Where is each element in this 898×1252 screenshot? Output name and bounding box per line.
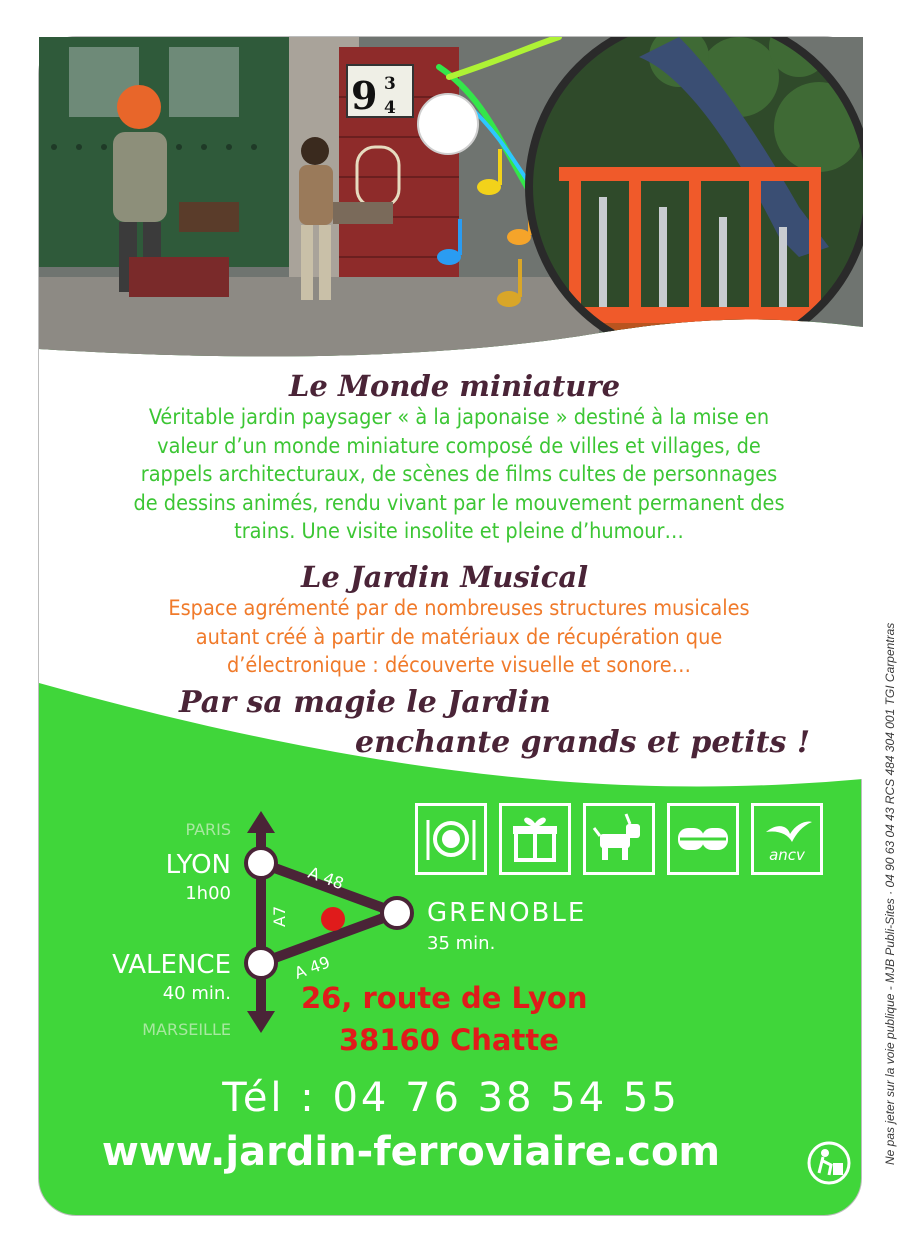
platform-sign: 9 bbox=[351, 73, 378, 118]
section-title-musical: Le Jardin Musical bbox=[301, 560, 589, 594]
map-lyon-time: 1h00 bbox=[185, 883, 231, 904]
phone-number[interactable]: Tél : 04 76 38 54 55 bbox=[222, 1075, 680, 1121]
map-valence-time: 40 min. bbox=[162, 983, 231, 1004]
ancv-icon bbox=[751, 803, 823, 875]
photo-collage bbox=[39, 37, 863, 367]
section-title-monde: Le Monde miniature bbox=[289, 369, 621, 403]
slogan-line-1: Par sa magie le Jardin bbox=[179, 685, 551, 720]
hang-hole bbox=[417, 93, 479, 155]
musical-description bbox=[79, 595, 839, 681]
monde-line: rappels architecturaux, de scènes de films cultes de personnages bbox=[140, 462, 778, 487]
recycle-bin-icon bbox=[805, 1139, 853, 1187]
musical-line: Espace agrémenté par de nombreuses structures musicales bbox=[168, 596, 750, 621]
platform-sign-num: 3 bbox=[384, 74, 396, 94]
restaurant-icon bbox=[415, 803, 487, 875]
monde-line: trains. Une visite insolite et pleine d’humour… bbox=[234, 519, 684, 544]
dogs-allowed-icon bbox=[583, 803, 655, 875]
map-valence: VALENCE bbox=[112, 950, 231, 980]
website-link[interactable]: www.jardin-ferroviaire.com bbox=[101, 1129, 721, 1175]
map-marseille: MARSEILLE bbox=[142, 1020, 231, 1039]
map-lyon: LYON bbox=[165, 850, 231, 880]
legal-notice: Ne pas jeter sur la voie publique - MJB Publi-Sites · 04 90 63 04 43 RCS 484 304 001 TGI Carpentras bbox=[883, 622, 897, 1165]
map-grenoble: GRENOBLE bbox=[427, 898, 587, 928]
map-paris: PARIS bbox=[185, 820, 231, 839]
credit-card-icon bbox=[667, 803, 739, 875]
monde-line: de dessins animés, rendu vivant par le mouvement permanent des bbox=[133, 490, 785, 516]
platform-sign-den: 4 bbox=[384, 98, 396, 118]
address-city: 38160 Chatte bbox=[339, 1023, 559, 1057]
gift-shop-icon bbox=[499, 803, 571, 875]
monde-line: valeur d’un monde miniature composé de villes et villages, de bbox=[157, 433, 761, 459]
map-a48: A 48 bbox=[305, 862, 347, 894]
map-a49: A 49 bbox=[291, 952, 333, 983]
flyer-card bbox=[38, 36, 897, 1216]
monde-description bbox=[79, 404, 839, 547]
map-grenoble-time: 35 min. bbox=[427, 933, 496, 954]
service-icons bbox=[415, 803, 825, 877]
musical-line: d’électronique : découverte visuelle et sonore… bbox=[226, 653, 692, 678]
address-street: 26, route de Lyon bbox=[301, 981, 588, 1015]
map-a7: A7 bbox=[270, 905, 289, 927]
monde-line: Véritable jardin paysager « à la japonaise » destiné à la mise en bbox=[148, 405, 770, 430]
musical-line: autant créé à partir de matériaux de récupération que bbox=[195, 624, 723, 650]
slogan-line-2: enchante grands et petits ! bbox=[355, 725, 811, 760]
ancv-label: ancv bbox=[769, 846, 805, 864]
